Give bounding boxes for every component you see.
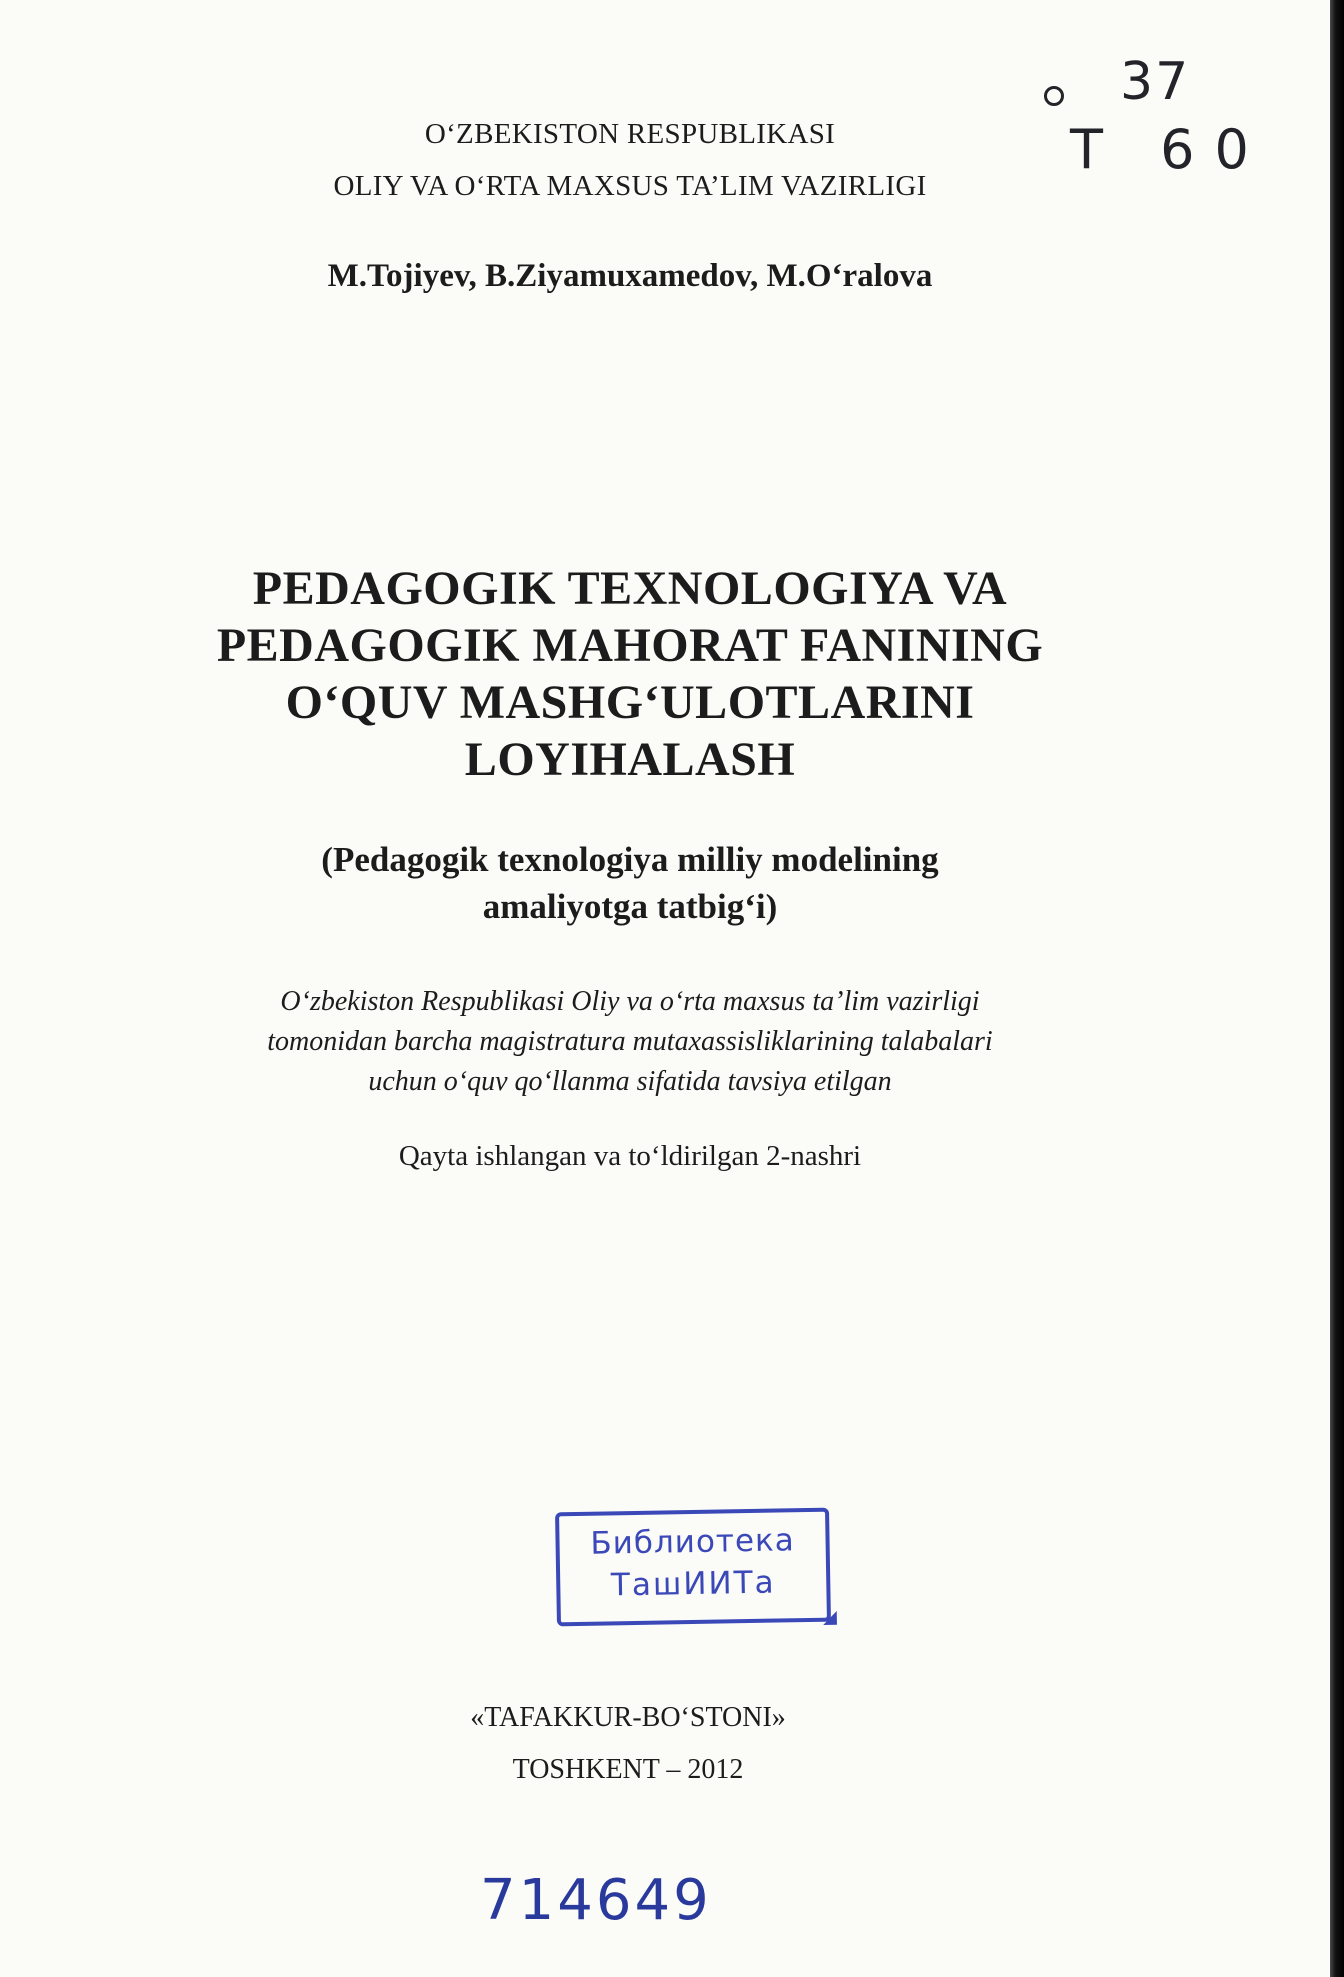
title-line-3: O‘QUV MASHG‘ULOTLARINI <box>285 676 975 729</box>
ministry-line-2: OLIY VA O‘RTA MAXSUS TA’LIM VAZIRLIGI <box>333 170 927 202</box>
authors: M.Tojiyev, B.Ziyamuxamedov, M.O‘ralova <box>327 258 933 294</box>
book-subtitle <box>0 836 1260 930</box>
approval-line-1: O‘zbekiston Respublikasi Oliy va o‘rta maxsus ta’lim vazirligi <box>280 986 980 1017</box>
library-stamp <box>555 1508 838 1628</box>
handwritten-circle-mark <box>1044 86 1064 106</box>
ministry-line-1: O‘ZBEKISTON RESPUBLIKASI <box>424 118 836 150</box>
publisher-name: «TAFAKKUR-BO‘STONI» <box>470 1702 786 1733</box>
stamp-corner-icon: ◢ <box>822 1606 838 1628</box>
subtitle-line-1: (Pedagogik texnologiya milliy modelining <box>321 840 939 879</box>
publisher-city-year: TOSHKENT – 2012 <box>512 1754 744 1785</box>
stamp-line-1: Библиотека <box>590 1522 796 1562</box>
title-line-4: LOYIHALASH <box>464 733 796 786</box>
handwritten-inventory-number: 714649 <box>480 1868 712 1933</box>
approval-note <box>0 982 1260 1102</box>
handwritten-shelf-number: 37 <box>1120 52 1191 112</box>
subtitle-line-2: amaliyotga tatbig‘i) <box>482 887 778 926</box>
scan-page-edge <box>1330 0 1344 1977</box>
stamp-line-2: ТашИИТа <box>610 1564 776 1604</box>
approval-line-2: tomonidan barcha magistratura mutaxassisliklarining talabalari <box>267 1026 993 1057</box>
approval-line-3: uchun o‘quv qo‘llanma sifatida tavsiya etilgan <box>368 1066 892 1097</box>
handwritten-shelf-code: T 60 <box>1070 118 1269 181</box>
edition-note: Qayta ishlangan va to‘ldirilgan 2-nashri <box>398 1140 862 1172</box>
publisher-info <box>0 1692 1256 1796</box>
title-line-1: PEDAGOGIK TEXNOLOGIYA VA <box>252 562 1008 615</box>
book-title <box>0 560 1260 788</box>
title-line-2: PEDAGOGIK MAHORAT FANINING <box>216 619 1044 672</box>
